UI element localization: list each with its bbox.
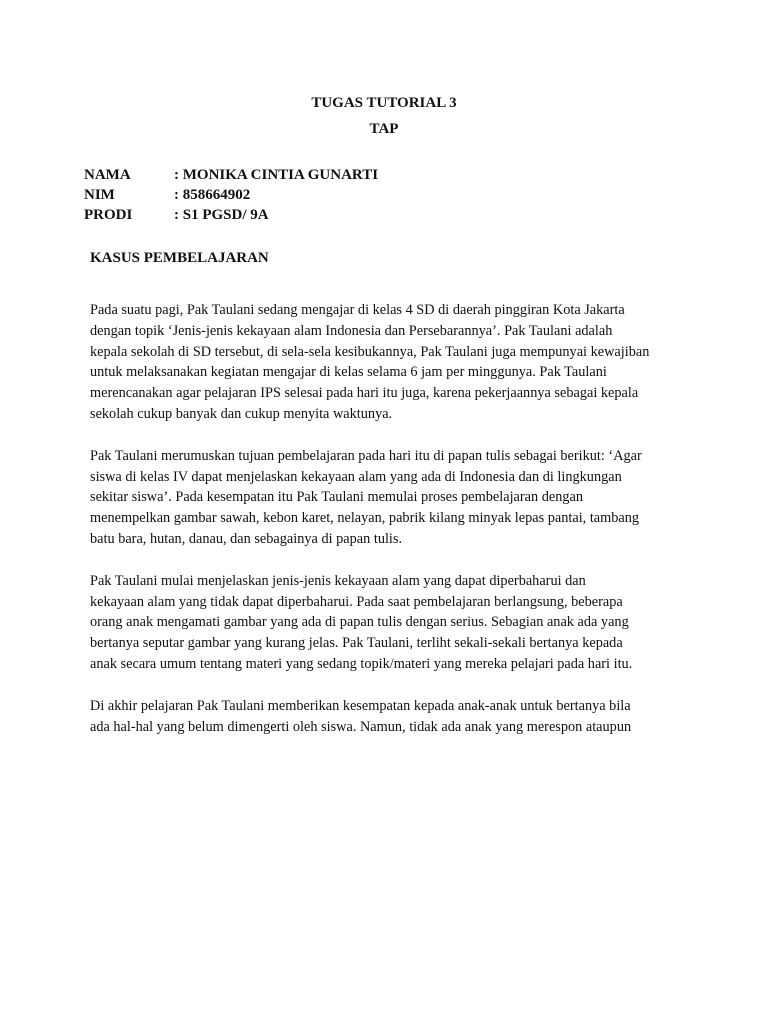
identity-row-prodi — [84, 205, 378, 225]
paragraph-1 — [90, 300, 688, 425]
text-line: dengan topik ‘Jenis-jenis kekayaan alam Indonesia dan Persebarannya’. Pak Taulani adalah — [90, 322, 613, 339]
text-line: sekitar siswa’. Pada kesempatan itu Pak Taulani memulai proses pembelajaran dengan — [90, 489, 584, 506]
text-line: Pak Taulani merumuskan tujuan pembelajaran pada hari itu di papan tulis sebagai berikut: ‘Agar — [90, 447, 642, 464]
text-line: anak secara umum tentang materi yang sedang topik/materi yang mereka pelajari pada hari itu. — [90, 655, 633, 672]
identity-label: NIM — [84, 187, 115, 203]
text-line: Di akhir pelajaran Pak Taulani memberikan kesempatan kepada anak-anak untuk bertanya bila — [90, 697, 631, 714]
text-line: siswa di kelas IV dapat menjelaskan kekayaan alam yang ada di Indonesia dan di lingkungan — [90, 468, 622, 485]
document-subtitle: TAP — [369, 121, 399, 137]
text-line: merencanakan agar pelajaran IPS selesai pada hari itu juga, karena pekerjaannya sebagai kepala — [90, 385, 639, 402]
identity-value: : MONIKA CINTIA GUNARTI — [174, 167, 379, 183]
text-line: Pada suatu pagi, Pak Taulani sedang mengajar di kelas 4 SD di daerah pinggiran Kota Jakarta — [90, 302, 625, 318]
identity-row-nim — [84, 185, 378, 205]
text-line: ada hal-hal yang belum dimengerti oleh siswa. Namun, tidak ada anak yang merespon ataupun — [90, 718, 632, 735]
identity-label: PRODI — [84, 207, 133, 223]
text-line: Pak Taulani mulai menjelaskan jenis-jenis kekayaan alam yang dapat diperbaharui dan — [90, 572, 586, 589]
identity-label: NAMA — [84, 167, 131, 183]
text-line: untuk melaksanakan kegiatan mengajar di kelas selama 6 jam per minggunya. Pak Taulani — [90, 364, 607, 381]
paragraph-2 — [90, 446, 688, 550]
case-body — [90, 300, 688, 758]
student-identity — [84, 165, 378, 225]
section-heading: KASUS PEMBELAJARAN — [90, 250, 269, 266]
text-line: kepala sekolah di SD tersebut, di sela-sela kesibukannya, Pak Taulani juga mempunyai kewajiban — [90, 343, 650, 360]
paragraph-3 — [90, 571, 688, 675]
text-line: sekolah cukup banyak dan cukup menyita waktunya. — [90, 405, 393, 422]
text-line: kekayaan alam yang tidak dapat diperbaharui. Pada saat pembelajaran berlangsung, beberapa — [90, 593, 623, 610]
document-title: TUGAS TUTORIAL 3 — [311, 95, 457, 111]
text-line: orang anak mengamati gambar yang ada di papan tulis dengan serius. Sebagian anak ada yang — [90, 614, 629, 631]
identity-value: : S1 PGSD/ 9A — [174, 207, 269, 223]
paragraph-4 — [90, 696, 688, 738]
identity-row-nama — [84, 165, 378, 185]
text-line: batu bara, hutan, danau, dan sebagainya di papan tulis. — [90, 530, 403, 547]
text-line: bertanya seputar gambar yang kurang jelas. Pak Taulani, terliht sekali-sekali bertanya kepada — [90, 635, 623, 652]
text-line: menempelkan gambar sawah, kebon karet, nelayan, pabrik kilang minyak lepas pantai, tambang — [90, 510, 640, 527]
identity-value: : 858664902 — [174, 187, 251, 203]
